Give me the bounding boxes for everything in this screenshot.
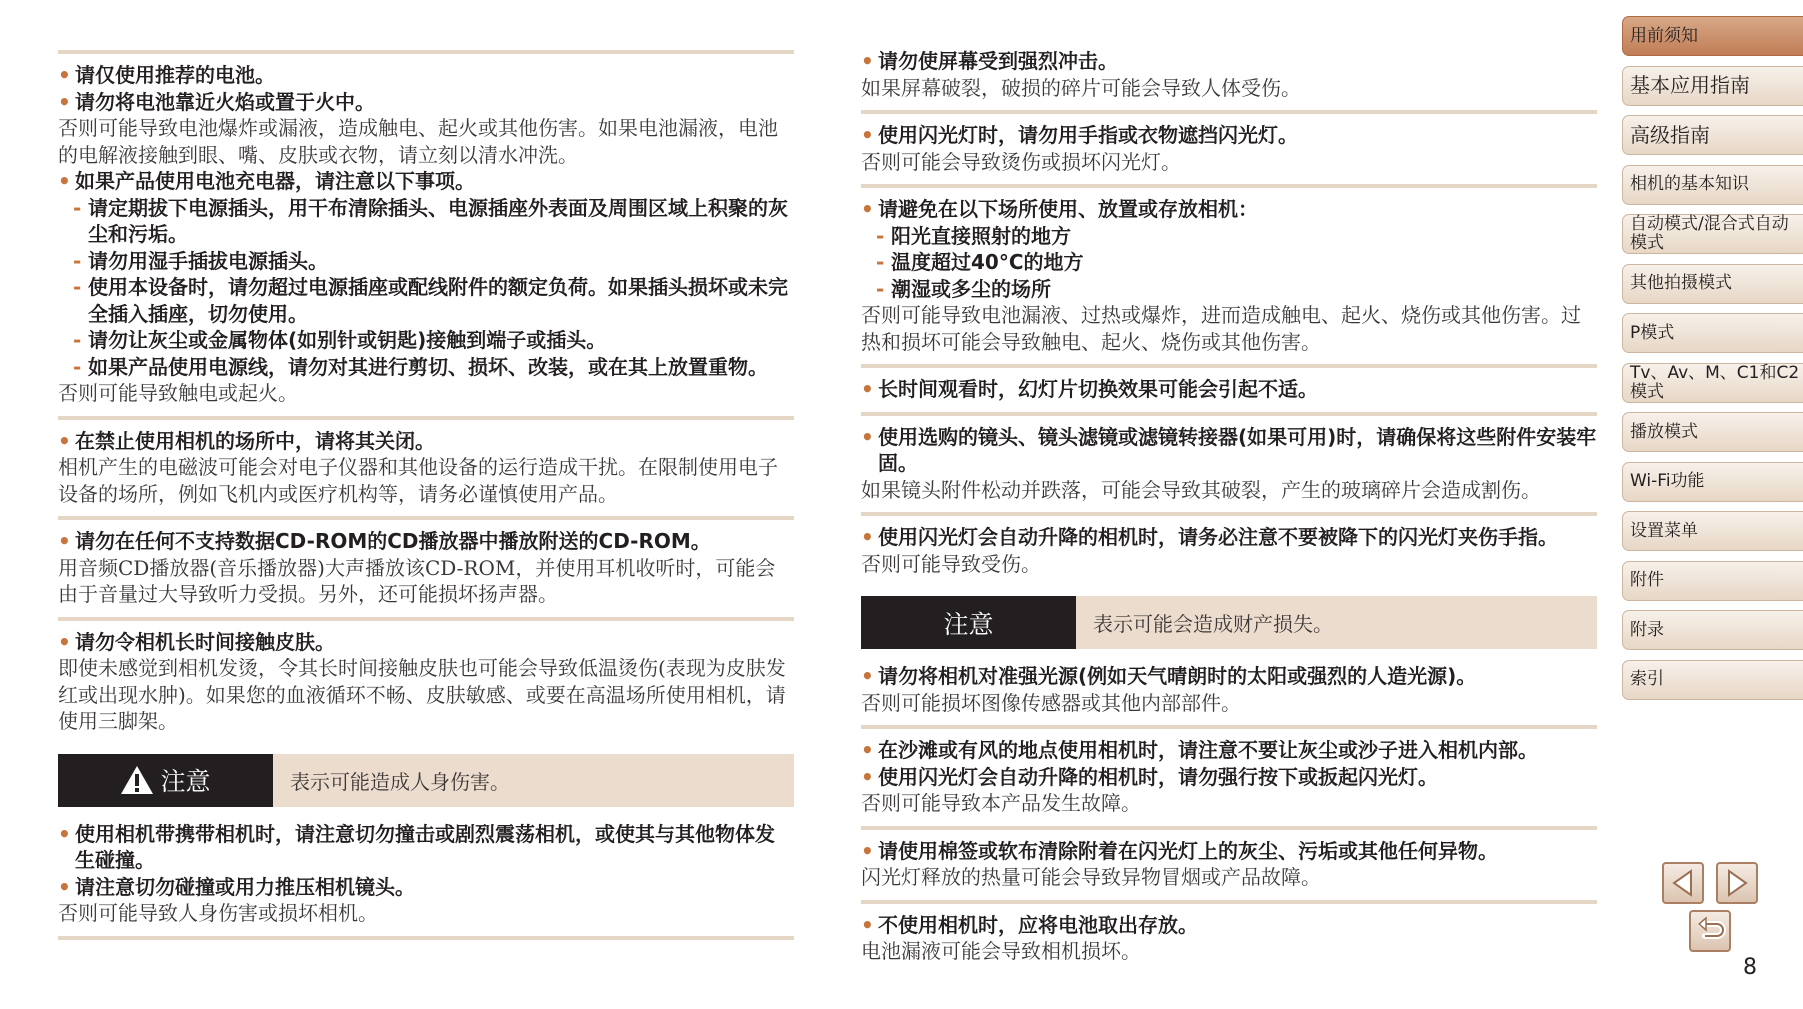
body-text: 否则可能导致电池爆炸或漏液，造成触电、起火或其他伤害。如果电池漏液，电池的电解液接触到眼、嘴、皮肤或衣物，请立刻以清水冲洗。 — [58, 116, 778, 167]
body-text: 否则可能导致本产品发生故障。 — [861, 791, 1141, 815]
return-button[interactable] — [1689, 910, 1731, 952]
caution-label — [861, 596, 1076, 649]
caution-label — [58, 754, 273, 807]
sub-item: - 请定期拔下电源插头，用干布清除插头、电源插座外表面及周围区域上积聚的灰尘和污垢。 — [58, 195, 794, 248]
body-text: 如果镜头附件松动并跌落，可能会导致其破裂，产生的玻璃碎片会造成割伤。 — [861, 477, 1541, 502]
sidebar-item-other-modes[interactable] — [1622, 264, 1803, 304]
section-lens-accessories — [861, 416, 1597, 517]
body-text: 如果屏幕破裂，破损的碎片可能会导致人体受伤。 — [861, 75, 1301, 100]
sidebar-item-p-mode[interactable] — [1622, 313, 1803, 353]
sidebar-item-label: 自动模式/混合式自动模式 — [1630, 214, 1789, 253]
bullet: • 请勿令相机长时间接触皮肤。 — [58, 629, 794, 656]
sub-item: - 温度超过40°C的地方 — [861, 249, 1597, 276]
body-text: 否则可能会导致烫伤或损坏闪光灯。 — [861, 149, 1181, 174]
sidebar-item-label: 高级指南 — [1630, 122, 1710, 147]
bullet: • 使用闪光灯会自动升降的相机时，请勿强行按下或扳起闪光灯。 — [861, 764, 1597, 791]
sidebar-item-label: 索引 — [1630, 669, 1664, 689]
sidebar-item-label: 用前须知 — [1630, 25, 1698, 46]
sub-item: - 如果产品使用电源线，请勿对其进行剪切、损坏、改装，或在其上放置重物。 — [58, 354, 794, 381]
sidebar-item-label: 附件 — [1630, 570, 1664, 590]
bullet: • 请勿将电池靠近火焰或置于火中。 — [58, 89, 794, 116]
sidebar-item-before-use[interactable] — [1622, 16, 1803, 56]
bullet: • 使用闪光灯会自动升降的相机时，请务必注意不要被降下的闪光灯夹伤手指。 — [861, 524, 1597, 551]
sidebar-item-settings-menu[interactable] — [1622, 511, 1803, 551]
sidebar-item-basic-guide[interactable] — [1622, 66, 1803, 106]
bullet: • 请勿将相机对准强光源(例如天气晴朗时的太阳或强烈的人造光源)。 — [861, 663, 1597, 690]
section-strap — [58, 813, 794, 940]
sidebar-item-wifi[interactable] — [1622, 462, 1803, 502]
body-text: 否则可能导致受伤。 — [861, 551, 1041, 576]
body-text: 闪光灯释放的热量可能会导致异物冒烟或产品故障。 — [861, 865, 1321, 889]
bullet: • 在沙滩或有风的地点使用相机时，请注意不要让灰尘或沙子进入相机内部。 — [861, 737, 1597, 764]
bullet: • 使用相机带携带相机时，请注意切勿撞击或剧烈震荡相机，或使其与其他物体发生碰撞。 — [58, 821, 794, 874]
bullet: • 在禁止使用相机的场所中，请将其关闭。 — [58, 428, 794, 455]
section-cd-rom — [58, 520, 794, 621]
sidebar-item-advanced-guide[interactable] — [1622, 115, 1803, 155]
bullet: • 请注意切勿碰撞或用力推压相机镜头。 — [58, 874, 794, 901]
body-text: 否则可能导致人身伤害或损坏相机。 — [58, 901, 378, 925]
bullet: • 请使用棉签或软布清除附着在闪光灯上的灰尘、污垢或其他任何异物。 — [861, 838, 1597, 865]
body-text: 否则可能导致电池漏液、过热或爆炸，进而造成触电、起火、烧伤或其他伤害。过热和损坏可能会导致触电、起火、烧伤或其他伤害。 — [861, 303, 1581, 354]
sub-item: - 请勿让灰尘或金属物体(如别针或钥匙)接触到端子或插头。 — [58, 327, 794, 354]
sidebar-item-camera-basics[interactable] — [1622, 165, 1803, 205]
section-flash-cover — [861, 114, 1597, 188]
section-battery — [58, 54, 794, 420]
body-text: 否则可能损坏图像传感器或其他内部部件。 — [861, 690, 1241, 715]
next-page-button[interactable] — [1716, 862, 1758, 904]
sidebar-item-playback-mode[interactable] — [1622, 412, 1803, 452]
chapter-sidebar — [1622, 16, 1803, 709]
body-text: 相机产生的电磁波可能会对电子仪器和其他设备的运行造成干扰。在限制使用电子设备的场所，例如飞机内或医疗机构等，请务必谨慎使用产品。 — [58, 455, 778, 506]
section-strong-light — [861, 655, 1597, 729]
right-column — [861, 48, 1597, 974]
sidebar-item-label: 相机的基本知识 — [1630, 174, 1749, 194]
bullet: • 请仅使用推荐的电池。 — [58, 62, 794, 89]
sidebar-item-label: P模式 — [1630, 322, 1675, 343]
caution-label-text: 注意 — [943, 609, 994, 639]
triangle-right-icon — [1718, 864, 1756, 902]
sidebar-item-label: 附录 — [1630, 619, 1664, 640]
return-arrow-icon — [1691, 912, 1729, 950]
section-screen-impact — [861, 48, 1597, 114]
bullet: • 请勿在任何不支持数据CD-ROM的CD播放器中播放附送的CD-ROM。 — [58, 528, 794, 555]
sub-item: - 使用本设备时，请勿超过电源插座或配线附件的额定负荷。如果插头损坏或未完全插入插座，切勿使用。 — [58, 274, 794, 327]
sidebar-item-label: 基本应用指南 — [1630, 73, 1750, 97]
caution-description: 表示可能会造成财产损失。 — [1093, 612, 1333, 636]
left-column — [58, 50, 794, 940]
bullet: • 如果产品使用电池充电器，请注意以下事项。 — [58, 168, 794, 195]
caution-banner-property — [861, 596, 1597, 649]
section-flash-cleaning — [861, 830, 1597, 904]
sidebar-item-label: Tv、Av、M、C1和C2模式 — [1630, 362, 1800, 402]
triangle-left-icon — [1664, 864, 1702, 902]
section-prohibited-places — [58, 420, 794, 521]
section-slideshow — [861, 368, 1597, 416]
sidebar-item-tv-av-m-modes[interactable] — [1622, 363, 1803, 403]
bullet: • 使用选购的镜头、镜头滤镜或滤镜转接器(如果可用)时，请确保将这些附件安装牢固。 — [861, 424, 1597, 477]
bullet: • 使用闪光灯时，请勿用手指或衣物遮挡闪光灯。 — [861, 122, 1597, 149]
section-skin-contact — [58, 621, 794, 744]
sidebar-item-index[interactable] — [1622, 660, 1803, 700]
sidebar-item-accessories[interactable] — [1622, 561, 1803, 601]
warning-triangle-icon — [120, 765, 154, 795]
body-text: 用音频CD播放器(音乐播放器)大声播放该CD-ROM，并使用耳机收听时，可能会由于音量过大导致听力受损。另外，还可能损坏扬声器。 — [58, 555, 776, 606]
body-text: 否则可能导致触电或起火。 — [58, 381, 298, 405]
bullet: • 请勿使屏幕受到强烈冲击。 — [861, 48, 1597, 75]
section-flash-finger — [861, 516, 1597, 586]
bullet: • 长时间观看时，幻灯片切换效果可能会引起不适。 — [861, 376, 1597, 403]
caution-banner-injury — [58, 754, 794, 807]
bullet: • 请避免在以下场所使用、放置或存放相机： — [861, 196, 1597, 223]
prev-page-button[interactable] — [1662, 862, 1704, 904]
caution-description: 表示可能造成人身伤害。 — [290, 769, 510, 794]
sidebar-item-label: 设置菜单 — [1630, 520, 1698, 541]
body-text: 即使未感觉到相机发烫，令其长时间接触皮肤也可能会导致低温烫伤(表现为皮肤发红或出现水肿)。如果您的血液循环不畅、皮肤敏感、或要在高温场所使用相机，请使用三脚架。 — [58, 656, 786, 733]
page-number: 8 — [1743, 955, 1757, 980]
sub-item: - 请勿用湿手插拔电源插头。 — [58, 248, 794, 275]
section-sand-wind — [861, 729, 1597, 830]
sidebar-item-label: Wi-Fi功能 — [1630, 471, 1705, 491]
sidebar-item-auto-mode[interactable] — [1622, 214, 1803, 254]
body-text: 电池漏液可能会导致相机损坏。 — [861, 939, 1141, 963]
caution-label-text: 注意 — [160, 767, 211, 796]
bullet: • 不使用相机时，应将电池取出存放。 — [861, 912, 1597, 939]
sidebar-item-label: 其他拍摄模式 — [1630, 273, 1732, 293]
section-storage-places — [861, 188, 1597, 368]
sidebar-item-appendix[interactable] — [1622, 610, 1803, 650]
section-battery-removal — [861, 904, 1597, 974]
sub-item: - 阳光直接照射的地方 — [861, 223, 1597, 250]
sidebar-item-label: 播放模式 — [1630, 421, 1698, 442]
sub-item: - 潮湿或多尘的场所 — [861, 276, 1597, 303]
